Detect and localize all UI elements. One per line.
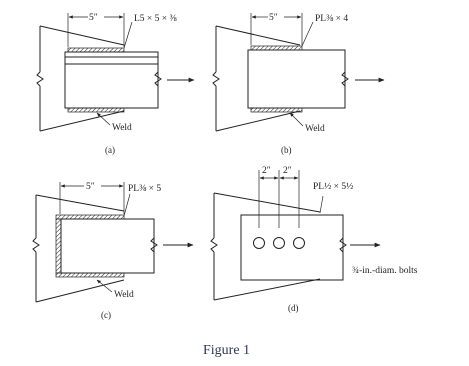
plate-member-b bbox=[248, 50, 348, 108]
panel-caption-a: (a) bbox=[105, 145, 115, 155]
panel-caption-b: (b) bbox=[281, 145, 292, 155]
dimension-label-c: 5″ bbox=[86, 182, 95, 192]
panel-a bbox=[37, 13, 194, 155]
dimension-label-b: 5″ bbox=[269, 13, 278, 23]
gusset-plate-b bbox=[213, 26, 300, 131]
gusset-plate-c bbox=[33, 195, 124, 302]
member-label-a: L5 × 5 × ⅜ bbox=[134, 14, 177, 24]
gusset-plate-a bbox=[37, 26, 124, 131]
member-leader-c bbox=[124, 194, 130, 216]
dimension-label-a: 5″ bbox=[89, 13, 98, 23]
panel-caption-c: (c) bbox=[101, 310, 111, 320]
dimension-lines-d bbox=[259, 170, 299, 228]
plate-member-c bbox=[61, 219, 157, 273]
weld-bottom-a bbox=[68, 108, 124, 112]
spacing-label-2-d: 2″ bbox=[283, 166, 292, 176]
weld-top-a bbox=[68, 48, 124, 52]
panel-b bbox=[213, 13, 384, 155]
weld-top-b bbox=[251, 46, 302, 50]
member-leader-b bbox=[302, 22, 313, 46]
member-leader-a bbox=[124, 22, 132, 48]
weld-leader-b bbox=[290, 113, 303, 126]
weld-label-a: Weld bbox=[112, 123, 132, 133]
panel-caption-d: (d) bbox=[288, 303, 299, 313]
panel-d bbox=[211, 166, 418, 313]
weld-bottom-b bbox=[251, 108, 302, 112]
weld-label-c: Weld bbox=[114, 290, 134, 300]
angle-member-a bbox=[65, 52, 161, 108]
member-label-c: PL⅜ × 5 bbox=[128, 184, 162, 194]
figure-caption: Figure 1 bbox=[203, 343, 251, 358]
member-label-b: PL⅜ × 4 bbox=[315, 14, 349, 24]
bolt-label-d: ¾-in.-diam. bolts bbox=[352, 266, 418, 276]
member-label-d: PL½ × 5½ bbox=[313, 182, 354, 192]
spacing-label-1-d: 2″ bbox=[262, 166, 271, 176]
bolt-holes-d bbox=[254, 238, 305, 249]
member-leader-d bbox=[320, 196, 323, 213]
panel-c bbox=[33, 182, 193, 320]
weld-label-b: Weld bbox=[305, 124, 325, 134]
weld-c bbox=[56, 215, 124, 277]
